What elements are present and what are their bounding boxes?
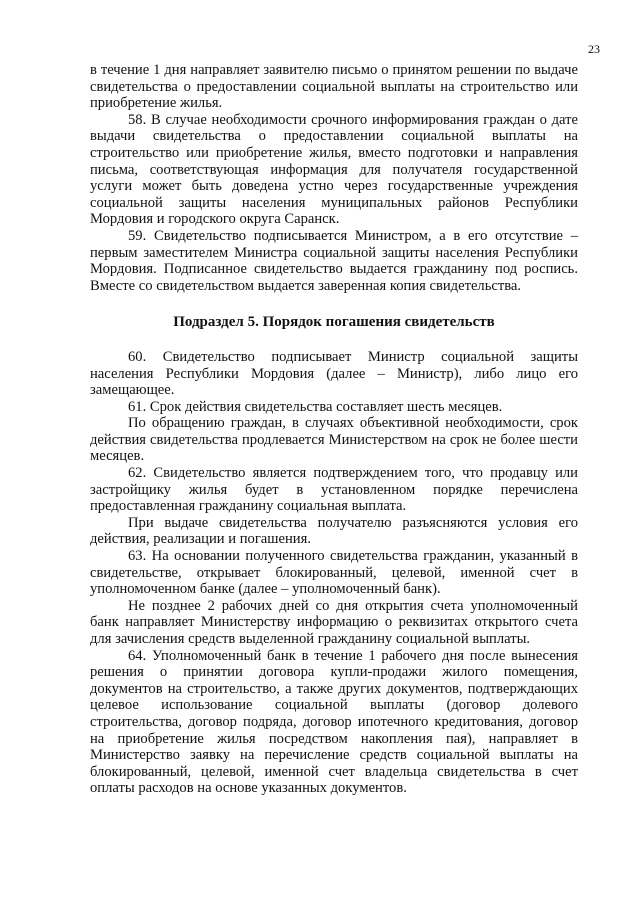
paragraph-62-conditions: При выдаче свидетельства получателю разъясняются условия его действия, реализации и погашения. (90, 514, 578, 548)
section-heading: Подраздел 5. Порядок погашения свидетельств (173, 314, 495, 331)
paragraph-59: 59. Свидетельство подписывается Министром, а в его отсутствие – первым заместителем Министра социальной защиты населения Республики Мордовия. Подписанное свидетельство выдается гражданину под роспись. Вместе со свидетельством выдается заверенная копия свидетельства. (90, 227, 578, 294)
page-number: 23 (588, 42, 600, 56)
paragraph-58: 58. В случае необходимости срочного информирования граждан о дате выдачи свидетельства о предоставлении социальной выплаты на строительство или приобретение жилья, вместо подготовки и направления письма, соответствующая информация для получателя государственной услуги может быть доведена устно через государственные учреждения социальной защиты населения муниципальных районов Республики Мордовия и городского округа Саранск. (90, 111, 578, 228)
paragraph-62: 62. Свидетельство является подтверждением того, что продавцу или застройщику жилья будет в установленном порядке перечислена предоставленная гражданину социальная выплата. (90, 465, 578, 515)
paragraph-61-extension: По обращению граждан, в случаях объективной необходимости, срок действия свидетельства продлевается Министерством на срок не более шести месяцев. (90, 415, 578, 465)
paragraph-61: 61. Срок действия свидетельства составляет шесть месяцев. (128, 398, 503, 415)
paragraph-63: 63. На основании полученного свидетельства гражданин, указанный в свидетельстве, открывает блокированный, целевой, именной счет в уполномоченном банке (далее – уполномоченный банк). (90, 548, 578, 598)
document-body (90, 62, 578, 797)
paragraph-63-bank: Не позднее 2 рабочих дней со дня открытия счета уполномоченный банк направляет Министерству информацию о реквизитах открытого счета для зачисления средств выделенной гражданину социальной выплаты. (90, 597, 578, 647)
paragraph-64: 64. Уполномоченный банк в течение 1 рабочего дня после вынесения решения о принятии договора купли-продажи жилого помещения, документов на строительство, а также других документов, подтверждающих целевое использование социальной выплаты (договор долевого строительства, договор подряда, договор ипотечного кредитования, договор на приобретение жилья посредством накопления пая), направляет в Министерство заявку на перечисление средств социальной выплаты на блокированный, целевой, именной счет владельца свидетельства в счет оплаты расходов на основе указанных документов. (90, 647, 578, 797)
paragraph-60: 60. Свидетельство подписывает Министр социальной защиты населения Республики Мордовия (далее – Министр), либо лицо его замещающее. (90, 348, 578, 399)
paragraph: в течение 1 дня направляет заявителю письмо о принятом решении по выдаче свидетельства о предоставлении социальной выплаты на строительство или приобретение жилья. (90, 62, 578, 112)
